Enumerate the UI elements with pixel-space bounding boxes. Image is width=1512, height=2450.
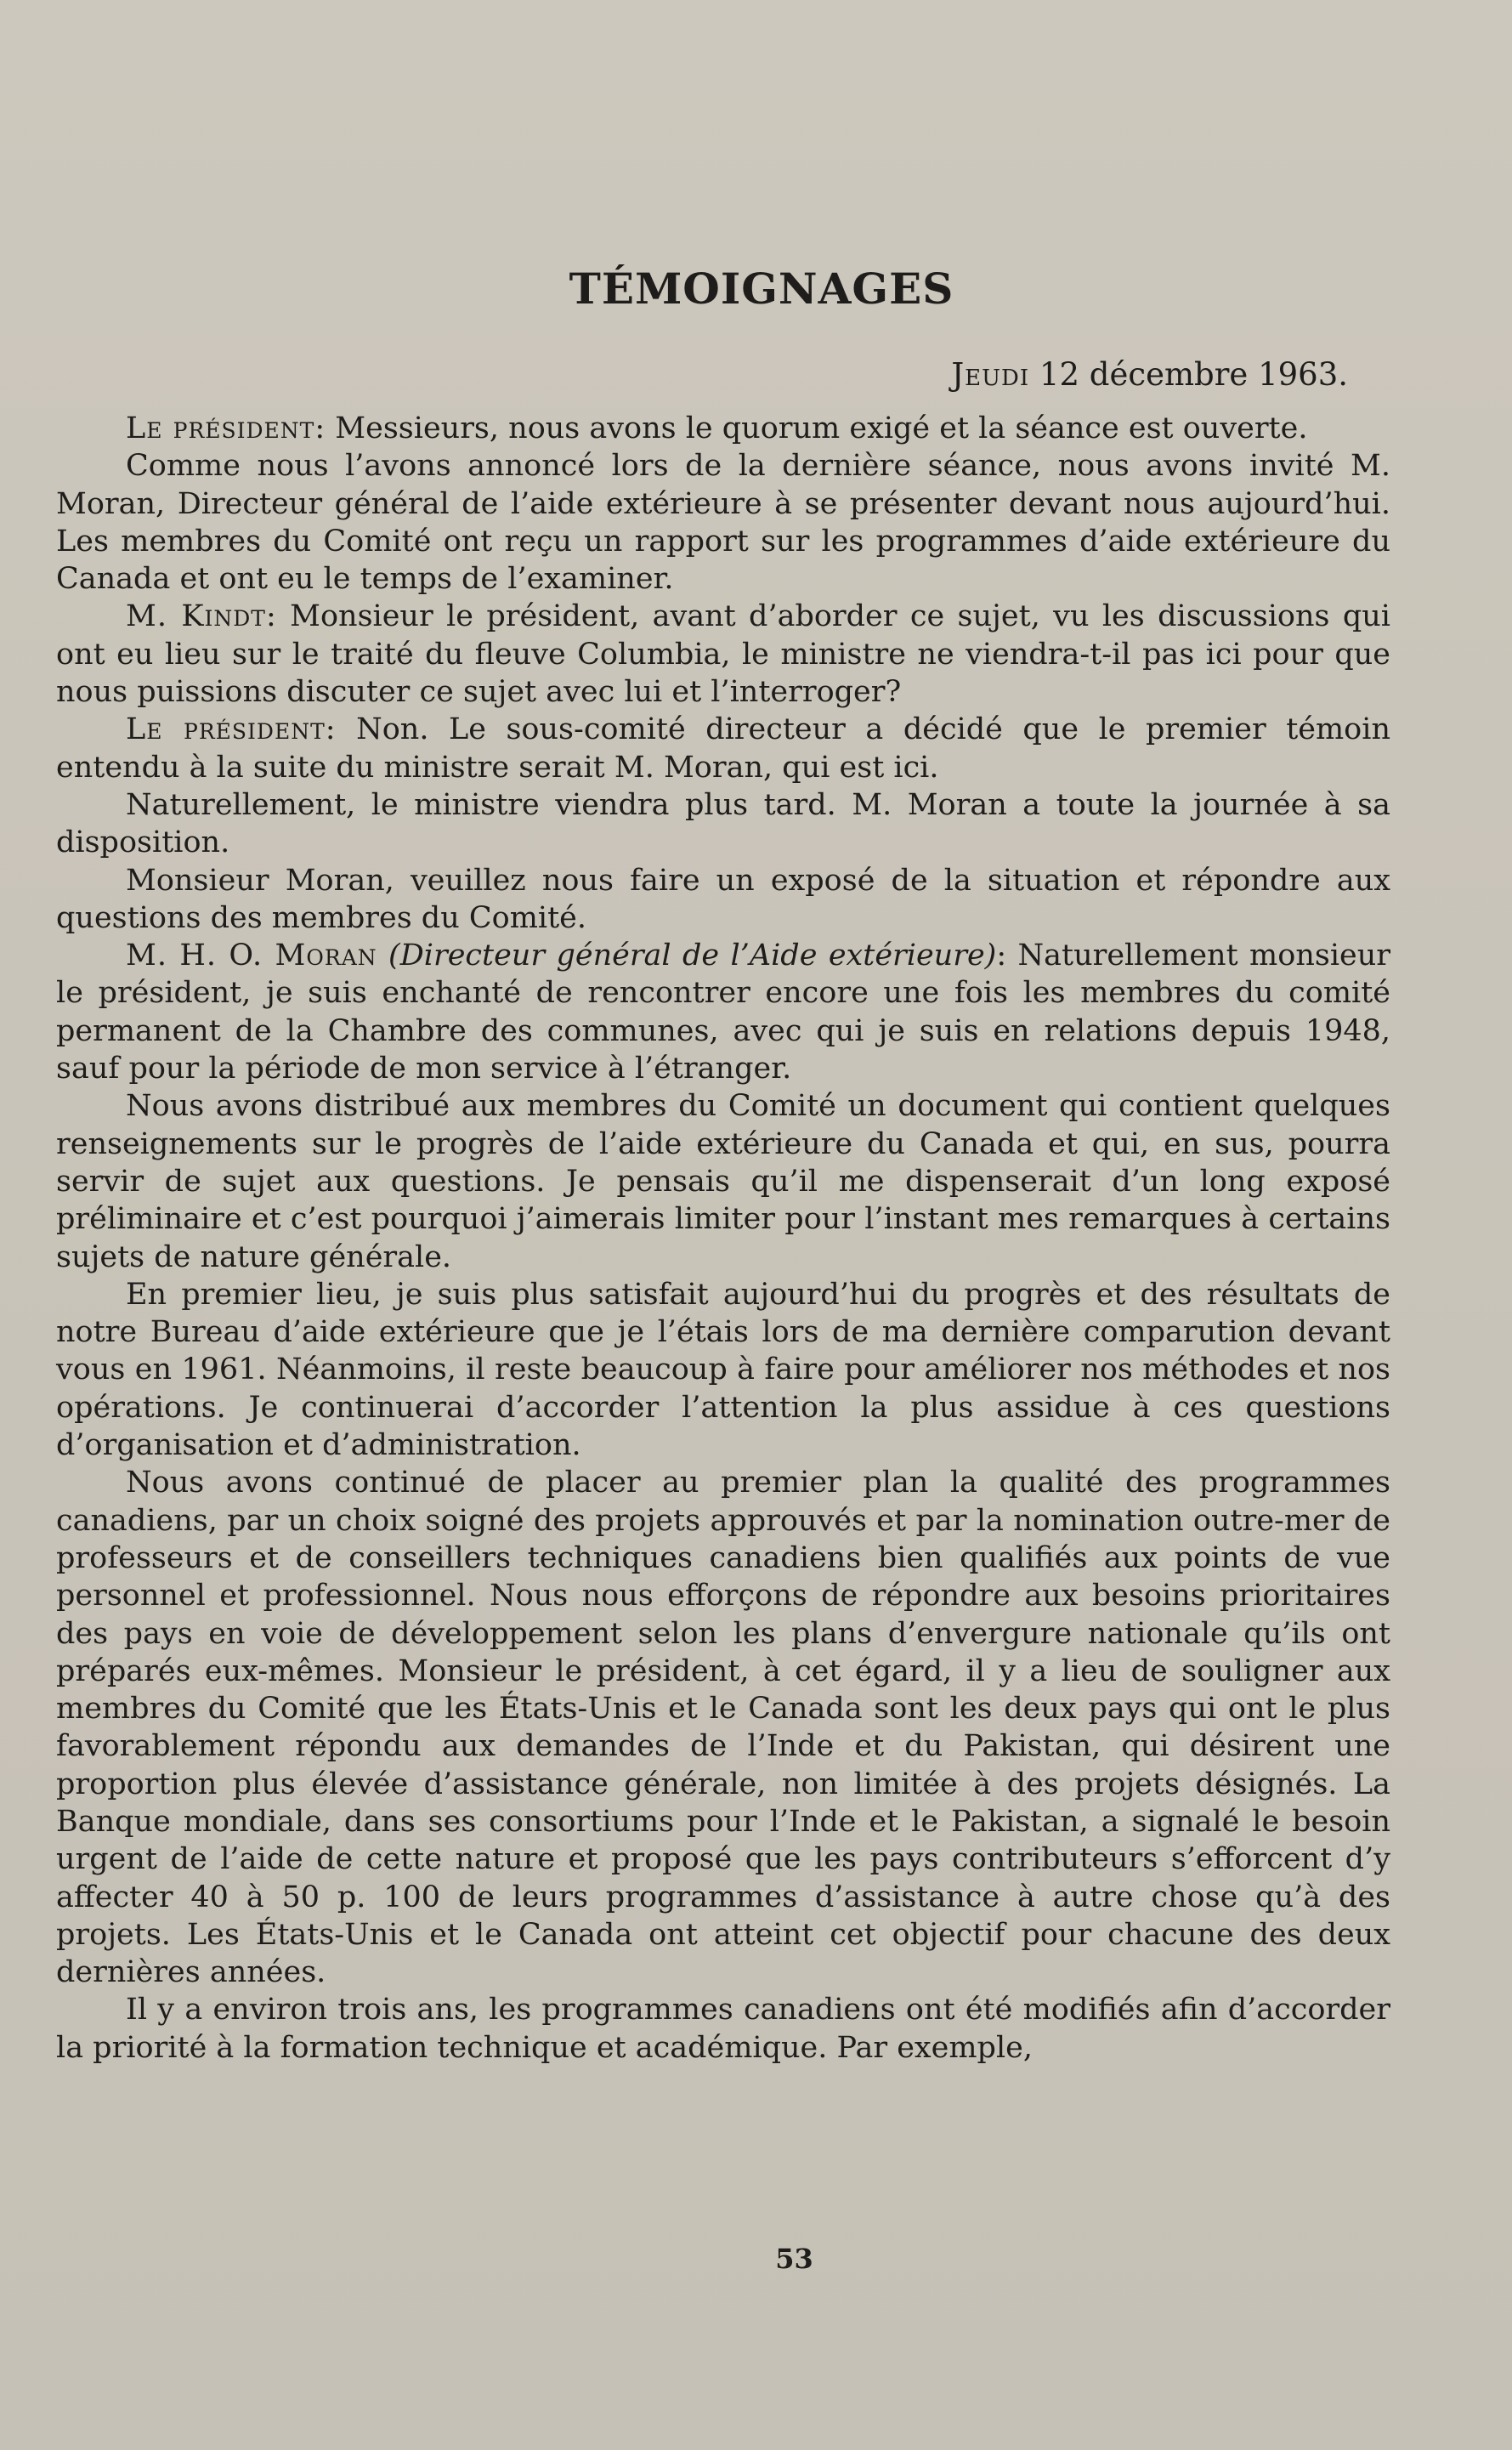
paragraph	[56, 786, 1390, 862]
paragraph-text: Il y a environ trois ans, les programmes canadiens ont été modifiés afin d’accorder la priorité à la formation technique et académique. Par exemple,	[56, 1993, 1390, 2065]
paragraph	[56, 410, 1390, 447]
paragraph-text: : Naturellement monsieur le président, je suis enchanté de rencontrer encore une fois les membres du comité permanent de la Chambre des communes, avec qui je suis en relations depuis 1948, sauf pour la période de mon service à l’étranger.	[56, 939, 1390, 1086]
speaker-name: M. H. O. Moran	[126, 939, 377, 973]
speaker-name: Le président:	[126, 411, 326, 445]
paragraph-text: Monsieur Moran, veuillez nous faire un exposé de la situation et répondre aux questions des membres du Comité.	[56, 863, 1390, 935]
paragraph-text: Non. Le sous-comité directeur a décidé que le premier témoin entendu à la suite du ministre serait M. Moran, qui est ici.	[56, 712, 1390, 785]
date-weekday: Jeudi	[951, 356, 1030, 393]
paragraph-text: Nous avons continué de placer au premier plan la qualité des programmes canadiens, par un choix soigné des projets approuvés et par la nomination outre-mer de professeurs et de conseillers techniques canadiens bien qualifiés aux points de vue personnel et professionnel. Nous nous efforçons de répondre aux besoins prioritaires des pays en voie de développement selon les plans d’envergure nationale qu’ils ont préparés eux-mêmes. Monsieur le président, à cet égard, il y a lieu de souligner aux membres du Comité que les États-Unis et le Canada sont les deux pays qui ont le plus favorablement répondu aux demandes de l’Inde et du Pakistan, qui désirent une proportion plus élevée d’assistance générale, non limitée à des projets désignés. La Banque mondiale, dans ses consortiums pour l’Inde et le Pakistan, a signalé le besoin urgent de l’aide de cette nature et proposé que les pays contributeurs s’efforcent d’y affecter 40 à 50 p. 100 de leurs programmes d’assistance à autre chose qu’à des projets. Les États-Unis et le Canada ont atteint cet objectif pour chacune des deux dernières années.	[56, 1466, 1390, 1990]
session-date	[56, 356, 1348, 393]
paragraph	[56, 862, 1390, 938]
speaker-name: M. Kindt:	[126, 599, 277, 634]
paragraph-text: En premier lieu, je suis plus satisfait aujourd’hui du progrès et des résultats de notre Bureau d’aide extérieure que je l’étais lors de ma dernière comparution devant vous en 1961. Néanmoins, il reste beaucoup à faire pour améliorer nos méthodes et nos opérations. Je continuerai d’accorder l’attention la plus assidue à ces questions d’organisation et d’administration.	[56, 1277, 1390, 1463]
paragraph	[56, 598, 1390, 711]
speaker-role: (Directeur général de l’Aide extérieure)	[377, 939, 997, 973]
paragraph	[56, 1087, 1390, 1275]
paragraph-text: Nous avons distribué aux membres du Comité un document qui contient quelques renseignements sur le progrès de l’aide extérieure du Canada et qui, en sus, pourra servir de sujet aux questions. Je pensais qu’il me dispenserait d’un long exposé préliminaire et c’est pourquoi j’aimerais limiter pour l’instant mes remarques à certains sujets de nature générale.	[56, 1089, 1390, 1274]
paragraph-text: Monsieur le président, avant d’aborder ce sujet, vu les discussions qui ont eu lieu sur le traité du fleuve Columbia, le ministre ne viendra-t-il pas ici pour que nous puissions discuter ce sujet avec lui et l’interroger?	[56, 599, 1391, 710]
speaker-name: Le président:	[126, 712, 337, 747]
paragraph	[56, 1464, 1390, 1991]
paragraph	[56, 447, 1390, 598]
paragraph	[56, 1991, 1390, 2067]
paragraph	[56, 937, 1390, 1087]
text-block	[56, 264, 1390, 2067]
paragraph-text: Messieurs, nous avons le quorum exigé et la séance est ouverte.	[326, 411, 1308, 445]
page-number: 53	[775, 2243, 813, 2275]
paragraph-text: Comme nous l’avons annoncé lors de la dernière séance, nous avons invité M. Moran, Directeur général de l’aide extérieure à se présenter devant nous aujourd’hui. Les membres du Comité ont reçu un rapport sur les programmes d’aide extérieure du Canada et ont eu le temps de l’examiner.	[56, 449, 1390, 597]
paragraph	[56, 1276, 1390, 1464]
testimony-body	[56, 410, 1390, 2067]
paragraph-text: Naturellement, le ministre viendra plus tard. M. Moran a toute la journée à sa disposition.	[56, 787, 1390, 860]
paragraph	[56, 711, 1390, 786]
page-title: TÉMOIGNAGES	[569, 264, 954, 314]
date-rest: 12 décembre 1963.	[1029, 356, 1348, 393]
